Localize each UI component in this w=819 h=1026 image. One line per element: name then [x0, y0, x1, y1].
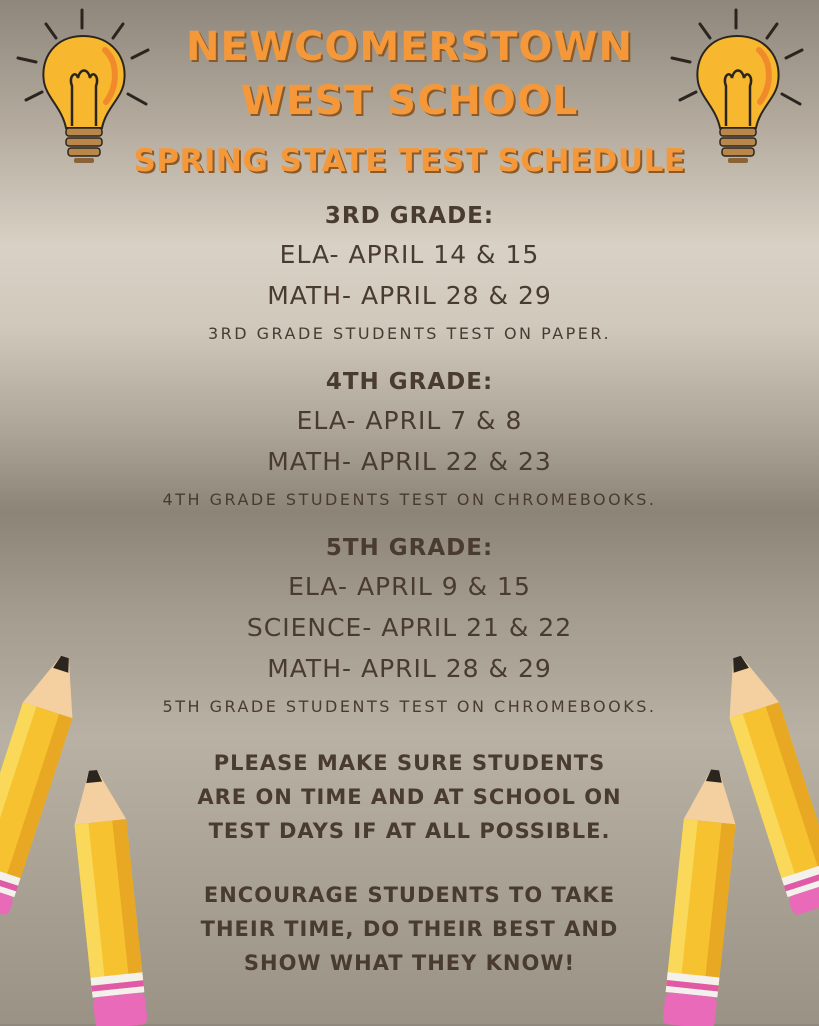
test-date-line: MATH- APRIL 28 & 29 — [267, 281, 552, 310]
test-date-line: MATH- APRIL 28 & 29 — [267, 654, 552, 683]
grade-5-section — [0, 530, 819, 719]
message-line: THEIR TIME, DO THEIR BEST AND — [200, 917, 619, 941]
grade-note: 5TH GRADE STUDENTS TEST ON CHROMEBOOKS. — [162, 697, 657, 716]
test-date-line: SCIENCE- APRIL 21 & 22 — [246, 613, 573, 642]
grade-4-section — [0, 364, 819, 512]
test-date-line: MATH- APRIL 22 & 23 — [267, 447, 552, 476]
grade-3-section — [0, 198, 819, 346]
message-line: TEST DAYS IF AT ALL POSSIBLE. — [208, 819, 611, 843]
encouragement-message — [0, 878, 819, 980]
message-line: SHOW WHAT THEY KNOW! — [243, 951, 576, 975]
school-name-line2: WEST SCHOOL — [240, 78, 579, 124]
page-subtitle: SPRING STATE TEST SCHEDULE — [133, 143, 686, 179]
test-date-line: ELA- APRIL 7 & 8 — [296, 406, 523, 435]
message-line: ARE ON TIME AND AT SCHOOL ON — [197, 785, 622, 809]
grade-heading: 3RD GRADE: — [324, 203, 495, 229]
grade-heading: 4TH GRADE: — [325, 369, 494, 395]
message-line: PLEASE MAKE SURE STUDENTS — [213, 751, 606, 775]
attendance-message — [0, 746, 819, 848]
message-line: ENCOURAGE STUDENTS TO TAKE — [203, 883, 616, 907]
grade-heading: 5TH GRADE: — [325, 535, 494, 561]
test-date-line: ELA- APRIL 9 & 15 — [288, 572, 531, 601]
grade-note: 4TH GRADE STUDENTS TEST ON CHROMEBOOKS. — [162, 490, 657, 509]
grade-note: 3RD GRADE STUDENTS TEST ON PAPER. — [207, 324, 612, 343]
test-date-line: ELA- APRIL 14 & 15 — [279, 240, 540, 269]
school-name-line1: NEWCOMERSTOWN — [186, 24, 633, 70]
